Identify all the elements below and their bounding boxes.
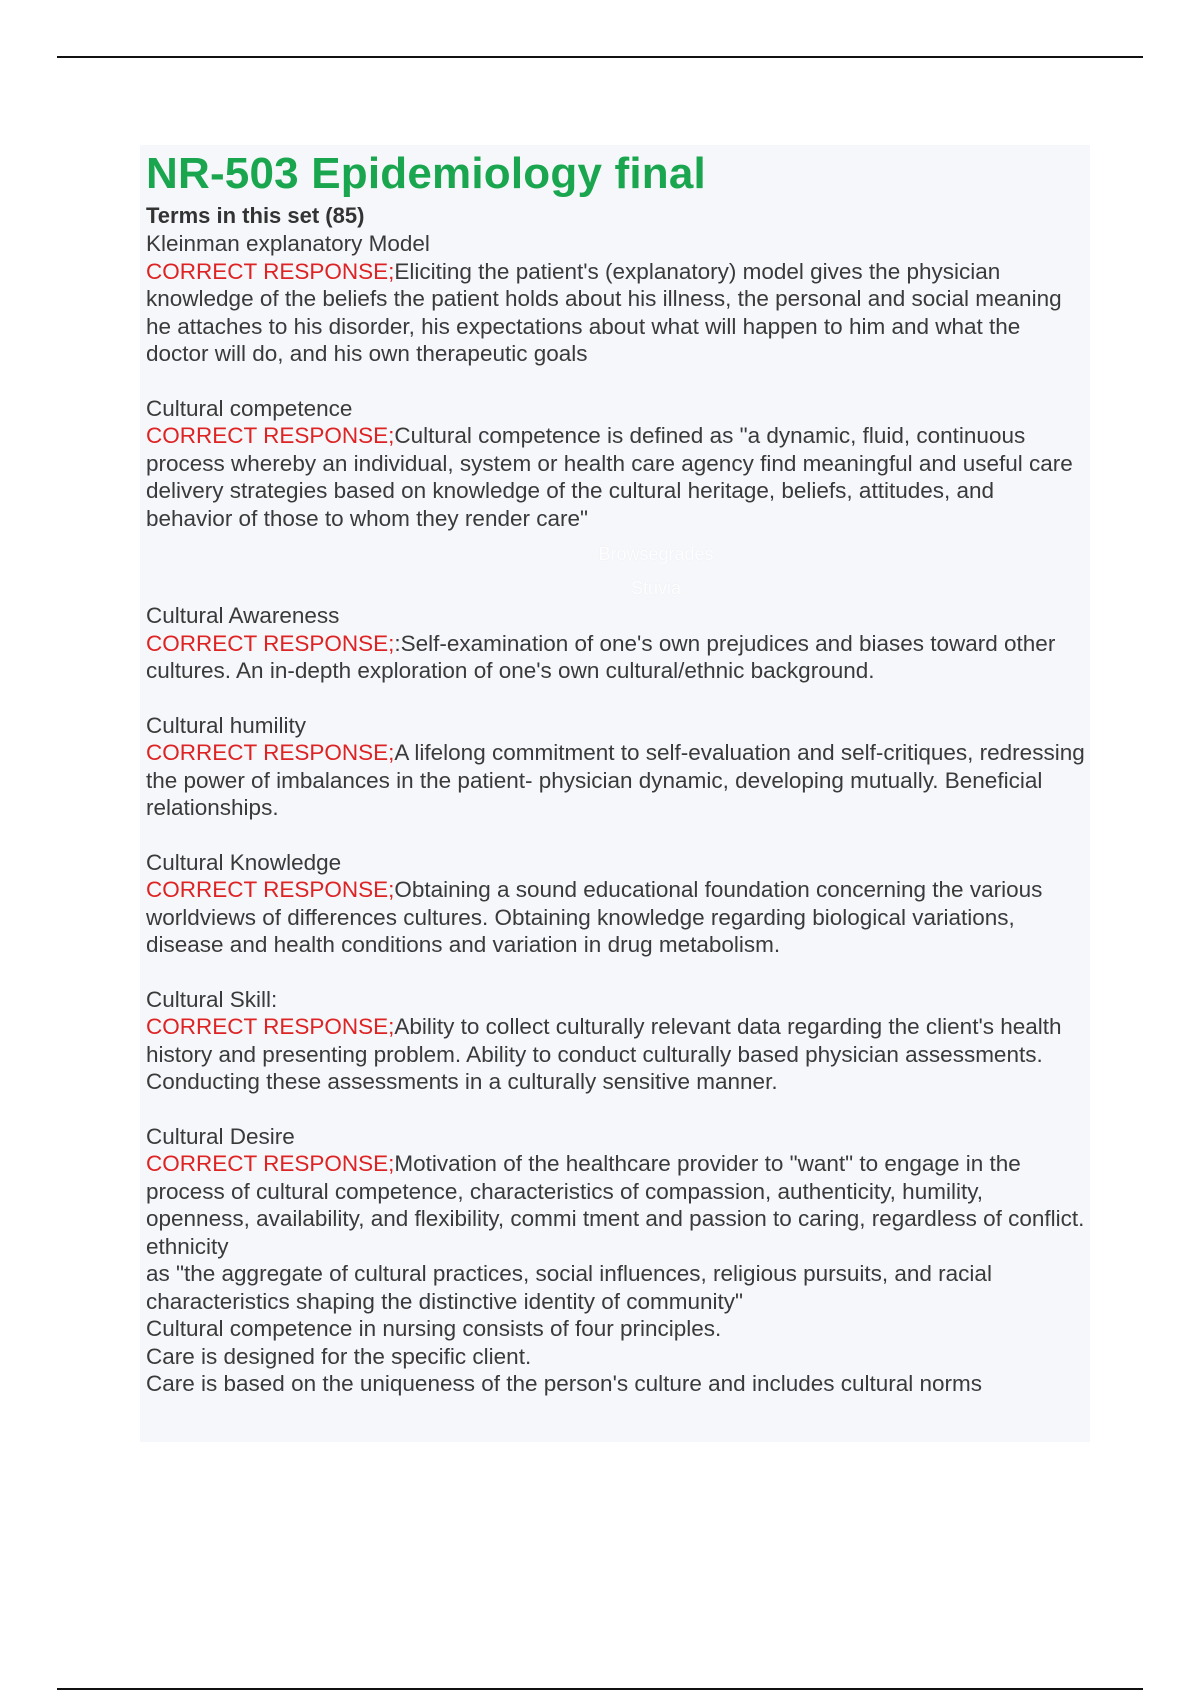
- term-entry: [146, 1123, 1086, 1233]
- term-definition: [146, 258, 1086, 368]
- correct-response-tag: CORRECT RESPONSE;: [146, 258, 395, 284]
- document-body: [146, 148, 1086, 1398]
- text-line: Care is based on the uniqueness of the person's culture and includes cultural norms: [146, 1371, 983, 1396]
- term-entry: [146, 230, 1086, 368]
- term-label: Cultural Skill:: [146, 986, 278, 1012]
- correct-response-tag: CORRECT RESPONSE;: [146, 423, 395, 448]
- term-definition: [146, 1150, 1086, 1233]
- term-entry: [146, 395, 1086, 533]
- watermark: [146, 532, 1086, 602]
- term-label: ethnicity: [146, 1233, 229, 1259]
- term-label: Cultural competence: [146, 395, 353, 421]
- term-label: Cultural humility: [146, 712, 307, 738]
- definition-text: Obtaining a sound educational foundation concerning the various worldviews of differences cultures. Obtaining knowledge regarding biological variations, disease and health conditions and variation in drug metabolism.: [146, 877, 1043, 957]
- term-definition: [146, 876, 1086, 959]
- page-bottom-rule: [57, 1688, 1143, 1690]
- term-definition: as "the aggregate of cultural practices, social influences, religious pursuits, and racial characteristics shaping the distinctive identity of community": [146, 1261, 992, 1314]
- term-entry: [146, 849, 1086, 959]
- document-title: NR-503 Epidemiology final: [146, 149, 706, 198]
- correct-response-tag: CORRECT RESPONSE;: [146, 630, 395, 656]
- correct-response-tag: CORRECT RESPONSE;: [146, 1151, 395, 1176]
- term-entry: [146, 712, 1086, 822]
- term-definition: [146, 739, 1086, 822]
- correct-response-tag: CORRECT RESPONSE;: [146, 740, 395, 765]
- term-definition: [146, 1013, 1086, 1096]
- correct-response-tag: CORRECT RESPONSE;: [146, 1014, 395, 1039]
- definition-text: Ability to collect culturally relevant data regarding the client's health history and presenting problem. Ability to conduct culturally based physician assessments. Conducting these assessments in a culturally sensitive manner.: [146, 1014, 1062, 1094]
- term-entry: [146, 986, 1086, 1096]
- definition-text: Eliciting the patient's (explanatory) model gives the physician knowledge of the beliefs the patient holds about his illness, the personal and social meaning he attaches to his disorder, his expectations about what will happen to him and what the doctor will do, and his own therapeutic goals: [146, 258, 1062, 366]
- term-label: Cultural Awareness: [146, 603, 340, 628]
- definition-text: A lifelong commitment to self-evaluation and self-critiques, redressing the power of imbalances in the patient- physician dynamic, developing mutually. Beneficial relationships.: [146, 740, 1085, 820]
- definition-text: Motivation of the healthcare provider to "want" to engage in the process of cultural competence, characteristics of compassion, authenticity, humility, openness, availability, and flexibility, commi tment and passion to caring, regardless of conflict.: [146, 1151, 1085, 1231]
- terms-count: Terms in this set (85): [146, 203, 365, 228]
- text-line: Cultural competence in nursing consists of four principles.: [146, 1316, 722, 1341]
- term-entry: [146, 602, 1086, 685]
- term-definition: [146, 630, 1086, 685]
- watermark-line: Stuvia: [630, 578, 682, 598]
- term-label: Cultural Desire: [146, 1123, 295, 1149]
- definition-text: :Self-examination of one's own prejudices and biases toward other cultures. An in-depth exploration of one's own cultural/ethnic background.: [146, 630, 1056, 683]
- term-label: Kleinman explanatory Model: [146, 231, 430, 256]
- correct-response-tag: CORRECT RESPONSE;: [146, 877, 395, 902]
- term-definition: [146, 422, 1086, 532]
- text-line: Care is designed for the specific client.: [146, 1343, 532, 1369]
- term-label: Cultural Knowledge: [146, 849, 342, 875]
- definition-text: Cultural competence is defined as "a dynamic, fluid, continuous process whereby an individual, system or health care agency find meaningful and useful care delivery strategies based on knowledge of the cultural heritage, beliefs, attitudes, and behavior of those to whom they render care": [146, 423, 1073, 531]
- watermark-line: Browsegrades: [598, 544, 714, 564]
- page-top-rule: [57, 56, 1143, 58]
